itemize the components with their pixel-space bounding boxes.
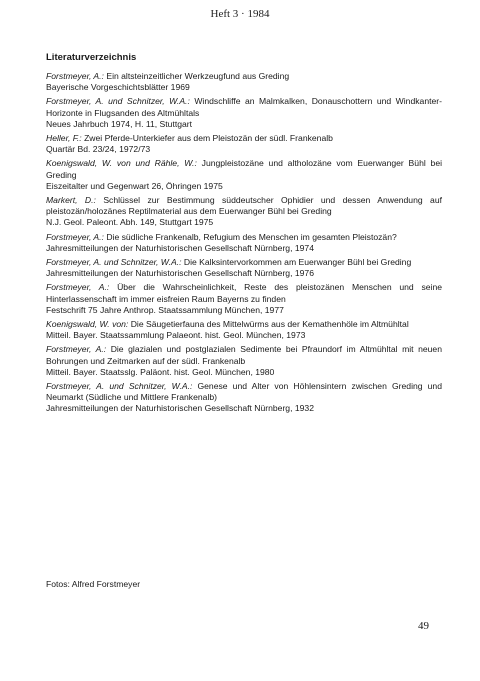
reference-entry bbox=[46, 257, 442, 279]
reference-title: Die Kalksintervorkommen am Euerwanger Bühl bei Greding bbox=[183, 257, 412, 268]
bibliography bbox=[46, 52, 442, 418]
reference-author: Koenigswald, W. von: bbox=[46, 319, 129, 330]
issue-header: Heft 3 · 1984 bbox=[210, 8, 270, 20]
reference-title: Die glazialen und postglazialen Sedimente bei Pfraundorf im Altmühltal mit neuen Bohrungen und Zeitmarken auf der südl. Frankenalb bbox=[46, 344, 442, 366]
reference-entry bbox=[46, 158, 442, 192]
page-number: 49 bbox=[418, 620, 429, 632]
reference-entry bbox=[46, 71, 442, 93]
reference-entry bbox=[46, 133, 442, 155]
reference-source: Jahresmitteilungen der Naturhistorischen Gesellschaft Nürnberg, 1932 bbox=[46, 403, 314, 414]
reference-author: Forstmeyer, A.: bbox=[46, 344, 107, 355]
section-title: Literaturverzeichnis bbox=[46, 52, 137, 63]
reference-author: Markert, D.: bbox=[46, 195, 96, 206]
reference-source: Mitteil. Bayer. Staatssammlung Palaeont. hist. Geol. München, 1973 bbox=[46, 330, 306, 341]
reference-source: Eiszeitalter und Gegenwart 26, Öhringen 1975 bbox=[46, 180, 223, 191]
reference-entry bbox=[46, 381, 442, 415]
reference-title: Genese und Alter von Höhlensintern zwischen Greding und Neumarkt (Südliche und Mittlere Frankenalb) bbox=[46, 381, 442, 403]
reference-author: Forstmeyer, A. und Schnitzer, W.A.: bbox=[46, 96, 190, 107]
reference-entry bbox=[46, 232, 442, 254]
photo-credit: Fotos: Alfred Forstmeyer bbox=[46, 579, 141, 589]
reference-title: Zwei Pferde-Unterkiefer aus dem Pleistozän der südl. Frankenalb bbox=[84, 133, 333, 144]
reference-source: Jahresmitteilungen der Naturhistorischen Gesellschaft Nürnberg, 1974 bbox=[46, 242, 314, 253]
reference-entry bbox=[46, 344, 442, 378]
reference-title: Schlüssel zur Bestimmung süddeutscher Ophidier und dessen Anwendung auf pleistozän/holozänes Reptilmaterial aus dem Euerwanger Bühl bei Greding bbox=[46, 195, 442, 217]
reference-source: Jahresmitteilungen der Naturhistorischen Gesellschaft Nürnberg, 1976 bbox=[46, 268, 314, 279]
reference-source: N.J. Geol. Paleont. Abh. 149, Stuttgart 1975 bbox=[46, 217, 214, 228]
reference-title: Windschliffe an Malmkalken, Donauschottern und Windkanter-Horizonte in Flugsanden des Altmühltals bbox=[46, 96, 442, 118]
reference-author: Koenigswald, W. von und Rähle, W.: bbox=[46, 158, 197, 169]
reference-title: Über die Wahrscheinlichkeit, Reste des pleistozänen Menschen und seine Hinterlassenschaft im immer eisfreien Raum Bayerns zu finden bbox=[46, 282, 443, 304]
reference-source: Bayerische Vorgeschichtsblätter 1969 bbox=[46, 82, 190, 93]
reference-title: Jungpleistozäne und altholozäne vom Euerwanger Bühl bei Greding bbox=[46, 158, 443, 180]
reference-author: Forstmeyer, A. und Schnitzer, W.A.: bbox=[46, 381, 193, 392]
reference-author: Forstmeyer, A.: bbox=[46, 71, 104, 81]
reference-entry bbox=[46, 195, 442, 229]
reference-source: Mitteil. Bayer. Staatsslg. Paläont. hist. Geol. München, 1980 bbox=[46, 366, 275, 377]
reference-title: Ein altsteinzeitlicher Werkzeugfund aus Greding bbox=[106, 71, 290, 81]
reference-entry bbox=[46, 282, 442, 316]
reference-source: Quartär Bd. 23/24, 1972/73 bbox=[46, 144, 151, 155]
reference-author: Forstmeyer, A.: bbox=[46, 231, 104, 242]
reference-entry bbox=[46, 319, 442, 341]
reference-title: Die südliche Frankenalb, Refugium des Menschen im gesamten Pleistozän? bbox=[106, 231, 397, 242]
reference-author: Forstmeyer, A.: bbox=[46, 282, 110, 293]
reference-source: Neues Jahrbuch 1974, H. 11, Stuttgart bbox=[46, 118, 193, 129]
reference-title: Die Säugetierfauna des Mittelwürms aus der Kemathenhöle im Altmühltal bbox=[130, 319, 409, 330]
reference-author: Heller, F.: bbox=[46, 133, 82, 144]
reference-source: Festschrift 75 Jahre Anthrop. Staatssammlung München, 1977 bbox=[46, 304, 284, 315]
reference-entry bbox=[46, 96, 442, 130]
reference-author: Forstmeyer, A. und Schnitzer, W.A.: bbox=[46, 257, 182, 268]
